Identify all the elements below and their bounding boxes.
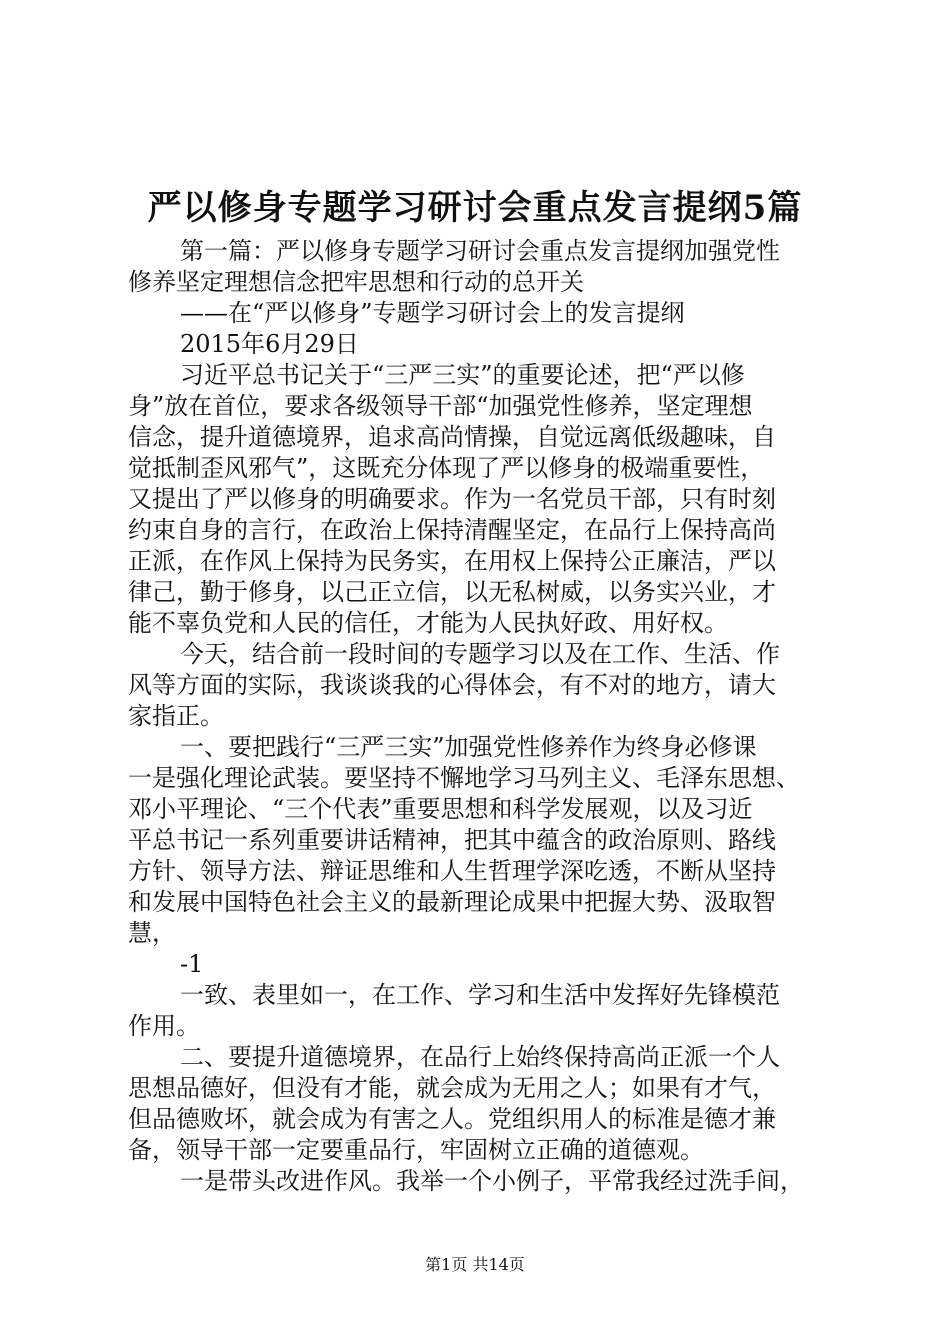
- inline-page-marker: -1: [180, 950, 204, 978]
- paragraph-line: 又提出了严以修身的明确要求。作为一名党员干部，只有时刻: [128, 485, 776, 513]
- paragraph-line: 今天，结合前一段时间的专题学习以及在工作、生活、作: [180, 640, 780, 668]
- paragraph-line: 能不辜负党和人民的信任，才能为人民执好政、用好权。: [128, 609, 728, 637]
- paragraph-line: 但品德败坏，就会成为有害之人。党组织用人的标准是德才兼: [128, 1105, 776, 1133]
- paragraph-line: 风等方面的实际，我谈谈我的心得体会，有不对的地方，请大: [128, 671, 776, 699]
- paragraph-line: 身”放在首位，要求各级领导干部“加强党性修养，坚定理想: [128, 392, 753, 420]
- paragraph-line: 方针、领导方法、辩证思维和人生哲理学深吃透，不断从坚持: [128, 857, 776, 885]
- paragraph-line: ——在“严以修身”专题学习研讨会上的发言提纲: [180, 299, 685, 327]
- paragraph-line: 第一篇：严以修身专题学习研讨会重点发言提纲加强党性: [180, 237, 780, 265]
- paragraph-line: 作用。: [128, 1012, 200, 1040]
- paragraph-line: 思想品德好，但没有才能，就会成为无用之人；如果有才气，: [128, 1074, 776, 1102]
- paragraph-line: 律己，勤于修身，以己正立信，以无私树威，以务实兴业，才: [128, 578, 776, 606]
- document-title: 严以修身专题学习研讨会重点发言提纲5篇: [147, 188, 803, 228]
- paragraph-line: 一致、表里如一，在工作、学习和生活中发挥好先锋模范: [180, 981, 780, 1009]
- paragraph-line: 和发展中国特色社会主义的最新理论成果中把握大势、汲取智: [128, 888, 776, 916]
- page-footer: 第1页 共14页: [425, 1255, 525, 1274]
- section-heading-line: 一、要把践行“三严三实”加强党性修养作为终身必修课: [180, 733, 757, 761]
- paragraph-line: 习近平总书记关于“三严三实”的重要论述，把“严以修: [180, 361, 745, 389]
- paragraph-line: 邓小平理论、“三个代表”重要思想和科学发展观，以及习近: [128, 795, 753, 823]
- paragraph-line: 慧，: [128, 919, 176, 947]
- paragraph-line: 家指正。: [128, 702, 224, 730]
- paragraph-line: 备，领导干部一定要重品行，牢固树立正确的道德观。: [128, 1136, 704, 1164]
- section-heading-line: 二、要提升道德境界，在品行上始终保持高尚正派一个人: [180, 1043, 780, 1071]
- paragraph-line: 修养坚定理想信念把牢思想和行动的总开关: [128, 268, 584, 296]
- paragraph-line: 平总书记一系列重要讲话精神，把其中蕴含的政治原则、路线: [128, 826, 776, 854]
- paragraph-line: 觉抵制歪风邪气”，这既充分体现了严以修身的极端重要性，: [128, 454, 765, 482]
- paragraph-line: 一是强化理论武装。要坚持不懈地学习马列主义、毛泽东思想、: [128, 764, 800, 792]
- paragraph-line: 一是带头改进作风。我举一个小例子，平常我经过洗手间，: [180, 1167, 804, 1195]
- paragraph-line: 正派，在作风上保持为民务实，在用权上保持公正廉洁，严以: [128, 547, 776, 575]
- document-body: [128, 236, 840, 1197]
- paragraph-line: 信念，提升道德境界，追求高尚情操，自觉远离低级趣味，自: [128, 423, 776, 451]
- paragraph-line: 约束自身的言行，在政治上保持清醒坚定，在品行上保持高尚: [128, 516, 776, 544]
- date-line: 2015年6月29日: [180, 330, 359, 358]
